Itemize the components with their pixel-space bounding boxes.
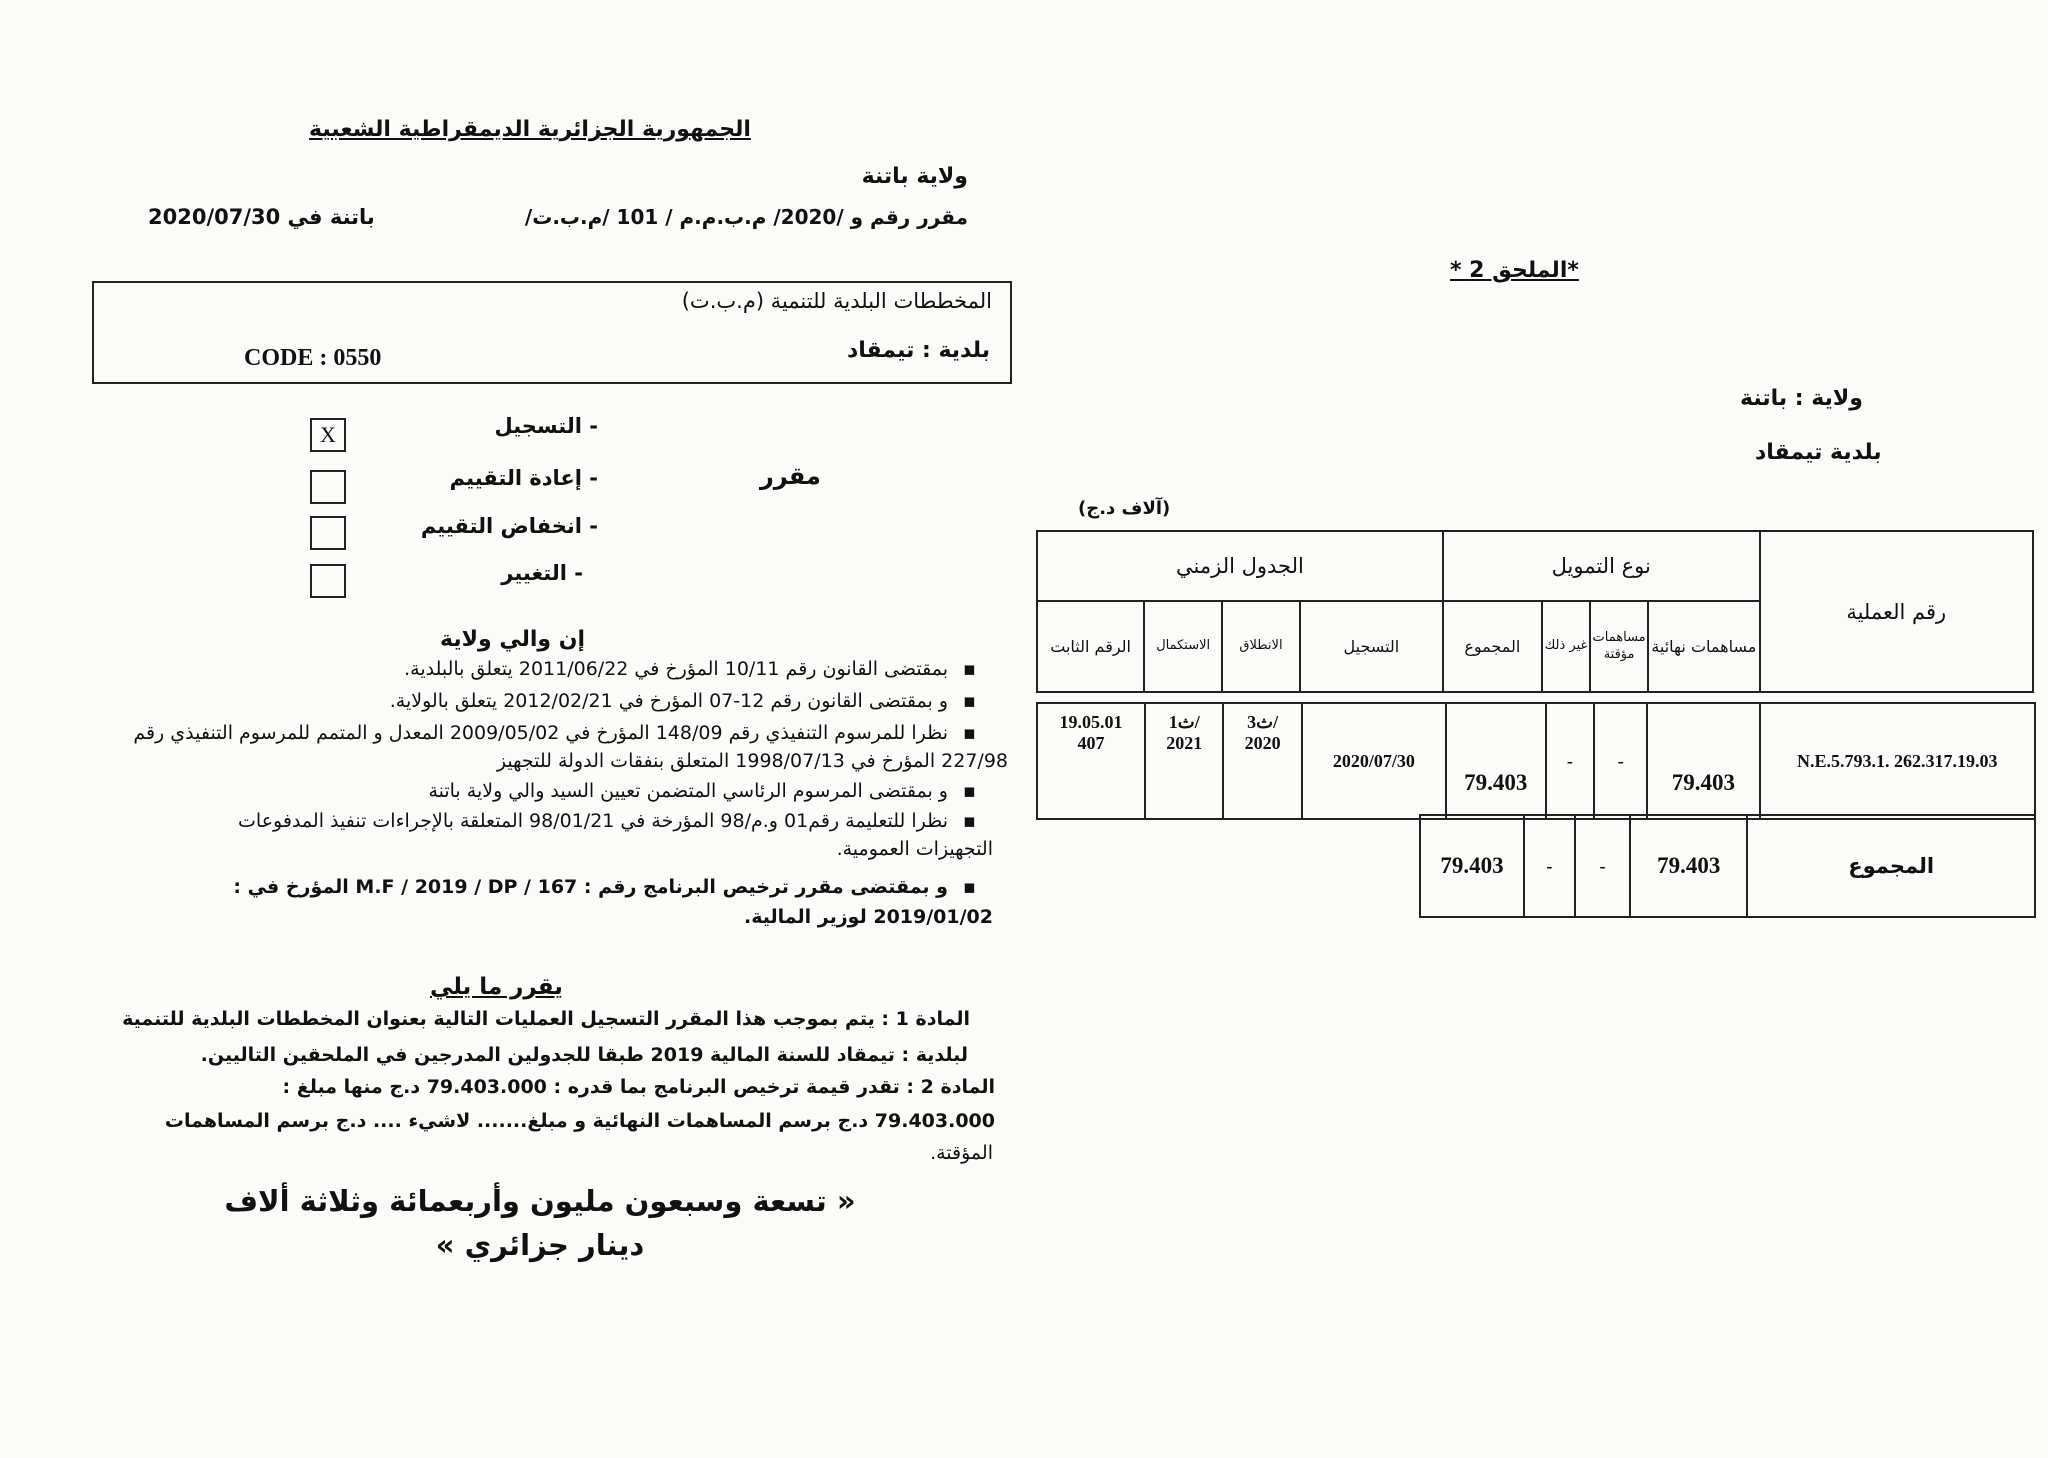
- table-row: [1037, 703, 2035, 819]
- other-header: غير ذلك: [1542, 601, 1590, 692]
- financing-type-header: نوع التمويل: [1443, 531, 1760, 601]
- preamble-line-3: ▪ نظرا للمرسوم التنفيذي رقم 148/09 المؤرخ في 2009/05/02 المعدل و المتمم للمرسوم التنفيذي رقم: [133, 722, 948, 744]
- wali-heading: إن والي ولاية: [440, 627, 586, 652]
- checkbox-registration[interactable]: X: [310, 418, 346, 452]
- annex-title: *الملحق 2 *: [1450, 258, 1579, 283]
- place-date: باتنة في 2020/07/30: [148, 205, 375, 229]
- annex-header-table: [1036, 530, 2034, 693]
- fixed-number-header: الرقم الثابت: [1037, 601, 1144, 692]
- final-contributions-header: مساهمات نهائية: [1648, 601, 1759, 692]
- annex-baladia: بلدية تيمقاد: [1755, 440, 1882, 465]
- option-label-registration: - التسجيل: [494, 414, 598, 438]
- republic-title: الجمهورية الجزائرية الديمقراطية الشعبية: [309, 117, 751, 142]
- preamble-line-5: ▪ و بمقتضى المرسوم الرئاسي المتضمن تعيين السيد والي ولاية باتنة: [428, 780, 948, 802]
- preamble-line-6: ▪ نظرا للتعليمة رقم01 و.م/98 المؤرخة في 98/01/21 المتعلقة بالإجراءات تنفيذ المدفوعات: [238, 810, 948, 832]
- final-contributions-cell: 79.403: [1647, 703, 1759, 819]
- operation-number-header: رقم العملية: [1760, 531, 2033, 692]
- totals-total-cell: 79.403: [1420, 815, 1524, 917]
- schedule-header: الجدول الزمني: [1037, 531, 1443, 601]
- amount-words-line-1: « تسعة وسبعون مليون وأربعمائة وثلاثة ألاف: [224, 1184, 856, 1218]
- checkbox-change[interactable]: [310, 564, 346, 598]
- decision-number: مقرر رقم و /2020/ م.ب.م.م / 101 /م.ب.ت/: [524, 205, 968, 229]
- option-label-change: - التغيير: [501, 561, 583, 585]
- option-label-decrease: - انخفاض التقييم: [420, 514, 598, 538]
- decide-heading: يقرر ما يلي: [430, 974, 563, 1000]
- wilaya-heading: ولاية باتنة: [861, 164, 968, 189]
- amount-words-line-2: دينار جزائري »: [435, 1227, 645, 1262]
- completion-cell: ث1/ 2021: [1145, 703, 1223, 819]
- registration-header: التسجيل: [1300, 601, 1443, 692]
- article-1-line-2: لبلدية : تيمقاد للسنة المالية 2019 طبقا للجدولين المدرجين في الملحقين التاليين.: [200, 1044, 968, 1066]
- pcd-baladia: بلدية : تيمقاد: [846, 338, 990, 363]
- pcd-code: CODE : 0550: [244, 345, 382, 371]
- unit-note: (آلاف د.ج): [1078, 498, 1171, 519]
- article-1-line-1: المادة 1 : يتم بموجب هذا المقرر التسجيل العمليات التالية بعنوان المخططات البلدية للتنمية: [122, 1008, 970, 1030]
- preamble-line-7: التجهيزات العمومية.: [836, 838, 993, 860]
- amount-in-words: [160, 1180, 920, 1267]
- fixed-number-cell: 19.05.01 407: [1037, 703, 1145, 819]
- registration-cell: 2020/07/30: [1302, 703, 1446, 819]
- launch-header: الانطلاق: [1222, 601, 1300, 692]
- annex-data-table: [1036, 702, 2036, 820]
- preamble-line-8: ▪ و بمقتضى مقرر ترخيص البرنامج رقم : M.F / 2019 / DP / 167 المؤرخ في :: [233, 876, 948, 898]
- totals-row: [1420, 815, 2035, 917]
- annex-totals-table: [1419, 814, 2036, 918]
- other-cell: -: [1546, 703, 1595, 819]
- preamble-line-1: ▪ بمقتضى القانون رقم 10/11 المؤرخ في 2011/06/22 يتعلق بالبلدية.: [404, 658, 948, 680]
- totals-temporary-cell: -: [1575, 815, 1630, 917]
- pcd-title: المخططات البلدية للتنمية (م.ب.ت): [681, 289, 992, 313]
- decision-word: مقرر: [760, 462, 821, 490]
- temporary-contributions-header: مساهمات مؤقتة: [1590, 601, 1648, 692]
- article-2-line-2: 79.403.000 د.ج برسم المساهمات النهائية و مبلغ....... لاشيء .... د.ج برسم المساهمات: [164, 1110, 995, 1132]
- article-2-line-3: المؤقتة.: [930, 1142, 993, 1164]
- total-header: المجموع: [1443, 601, 1542, 692]
- checkbox-reevaluation[interactable]: [310, 470, 346, 504]
- annex-wilaya: ولاية : باتنة: [1740, 386, 1863, 411]
- totals-final-cell: 79.403: [1630, 815, 1747, 917]
- temporary-contributions-cell: -: [1594, 703, 1647, 819]
- totals-other-cell: -: [1524, 815, 1575, 917]
- pcd-box: [92, 281, 1012, 384]
- article-2-line-1: المادة 2 : تقدر قيمة ترخيص البرنامج بما قدره : 79.403.000 د.ج منها مبلغ :: [282, 1076, 995, 1098]
- operation-number-cell: N.E.5.793.1. 262.317.19.03: [1760, 703, 2036, 819]
- totals-label: المجموع: [1747, 815, 2035, 917]
- preamble-line-9: 2019/01/02 لوزير المالية.: [744, 906, 993, 928]
- checkbox-decrease[interactable]: [310, 516, 346, 550]
- option-label-reevaluation: - إعادة التقييم: [449, 466, 598, 490]
- total-cell: 79.403: [1446, 703, 1546, 819]
- completion-header: الاستكمال: [1144, 601, 1222, 692]
- launch-cell: ث3/ 2020: [1223, 703, 1301, 819]
- preamble-line-4: 227/98 المؤرخ في 1998/07/13 المتعلق بنفقات الدولة للتجهيز: [496, 750, 1008, 772]
- preamble-line-2: ▪ و بمقتضى القانون رقم 12-07 المؤرخ في 2012/02/21 يتعلق بالولاية.: [390, 690, 948, 712]
